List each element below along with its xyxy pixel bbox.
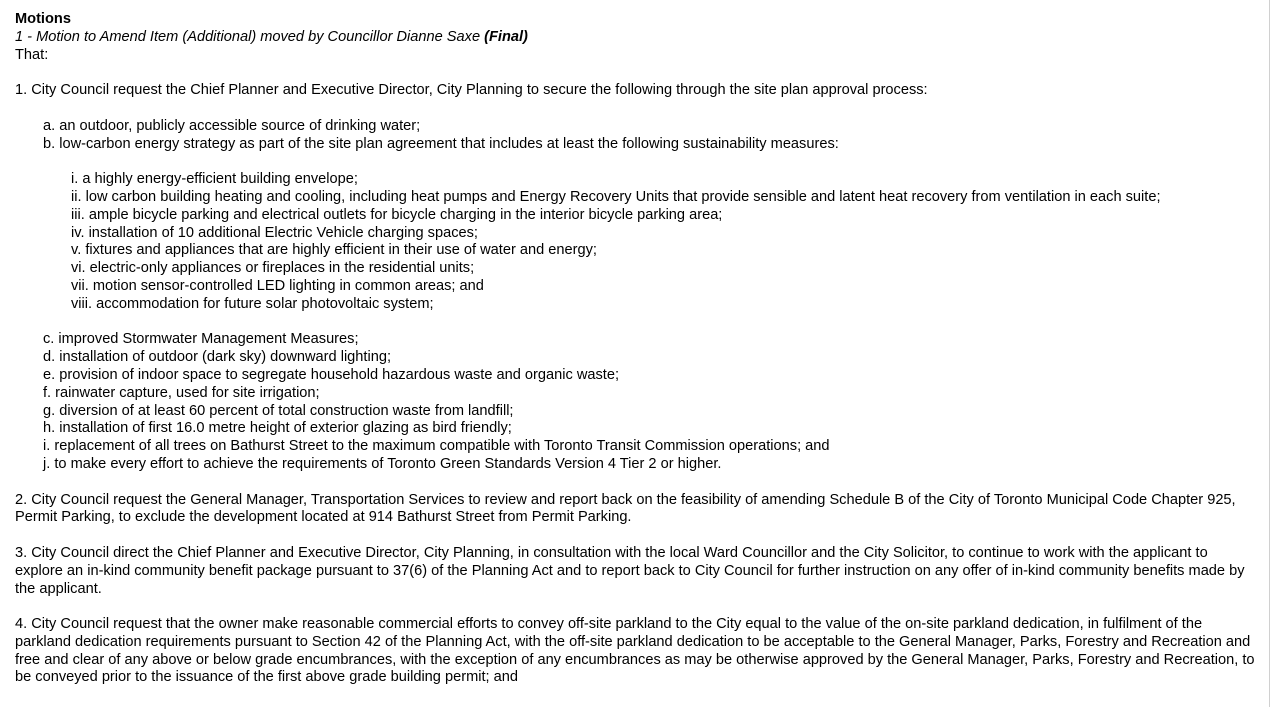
sublist-item-ii: ii. low carbon building heating and cooling, including heat pumps and Energy Recovery Units that provide sensible and latent heat recovery from ventilation in each suite;: [71, 188, 1161, 205]
sublist-item-iii: iii. ample bicycle parking and electrical outlets for bicycle charging in the interior bicycle parking area;: [71, 206, 723, 223]
motion-paragraph-3: 3. City Council direct the Chief Planner and Executive Director, City Planning, in consultation with the local Ward Councillor and the City Solicitor, to continue to work with the applicant to explore an in-kind community benefit package pursuant to 37(6) of the Planning Act and to report back to City Council for further instruction on any offer of in-kind community benefits made by the applicant.: [15, 544, 1245, 597]
list-item-f: f. rainwater capture, used for site irrigation;: [43, 384, 320, 401]
motion-status: (Final): [484, 28, 528, 45]
motion-title: [15, 29, 1255, 47]
sublist-item-i: i. a highly energy-efficient building envelope;: [71, 171, 358, 188]
sublist-item-iv: iv. installation of 10 additional Electric Vehicle charging spaces;: [71, 224, 478, 241]
motion-title-text: 1 - Motion to Amend Item (Additional) moved by Councillor Dianne Saxe: [15, 28, 481, 45]
motion-paragraph-1: 1. City Council request the Chief Planner and Executive Director, City Planning to secure the following through the site plan approval process:: [15, 82, 928, 99]
sublist-item-viii: viii. accommodation for future solar photovoltaic system;: [71, 295, 434, 312]
list-item-b: b. low-carbon energy strategy as part of the site plan agreement that includes at least the following sustainability measures:: [43, 135, 839, 152]
page-edge-divider: [1269, 0, 1270, 707]
list-item-h: h. installation of first 16.0 metre height of exterior glazing as bird friendly;: [43, 420, 512, 437]
list-item-a: a. an outdoor, publicly accessible source of drinking water;: [43, 117, 421, 134]
sublist-item-vi: vi. electric-only appliances or fireplaces in the residential units;: [71, 260, 475, 277]
motion-paragraph-2: 2. City Council request the General Manager, Transportation Services to review and report back on the feasibility of amending Schedule B of the City of Toronto Municipal Code Chapter 925, Permit Parking, to exclude the development located at 914 Bathurst Street from Permit Parking.: [15, 491, 1236, 526]
sublist-item-v: v. fixtures and appliances that are highly efficient in their use of water and energy;: [71, 242, 597, 259]
list-item-i: i. replacement of all trees on Bathurst Street to the maximum compatible with Toronto Transit Commission operations; and: [43, 438, 830, 455]
list-item-c: c. improved Stormwater Management Measures;: [43, 331, 359, 348]
sublist-item-vii: vii. motion sensor-controlled LED lighting in common areas; and: [71, 277, 484, 294]
motions-document: [15, 11, 1255, 687]
list-item-d: d. installation of outdoor (dark sky) downward lighting;: [43, 349, 391, 366]
motion-paragraph-4: 4. City Council request that the owner make reasonable commercial efforts to convey off-site parkland to the City equal to the value of the on-site parkland dedication, in fulfilment of the parkland dedication requirements pursuant to Section 42 of the Planning Act, with the off-site parkland dedication to be acceptable to the General Manager, Parks, Forestry and Recreation and free and clear of any above or below grade encumbrances, with the exception of any encumbrances as may be otherwise approved by the General Manager, Parks, Forestry and Recreation, to be conveyed prior to the issuance of the first above grade building permit; and: [15, 616, 1255, 686]
list-item-j: j. to make every effort to achieve the requirements of Toronto Green Standards Version 4 Tier 2 or higher.: [43, 455, 722, 472]
list-item-e: e. provision of indoor space to segregate household hazardous waste and organic waste;: [43, 366, 620, 383]
section-heading: Motions: [15, 11, 71, 27]
motion-intro: That:: [15, 46, 49, 63]
list-item-g: g. diversion of at least 60 percent of total construction waste from landfill;: [43, 402, 514, 419]
